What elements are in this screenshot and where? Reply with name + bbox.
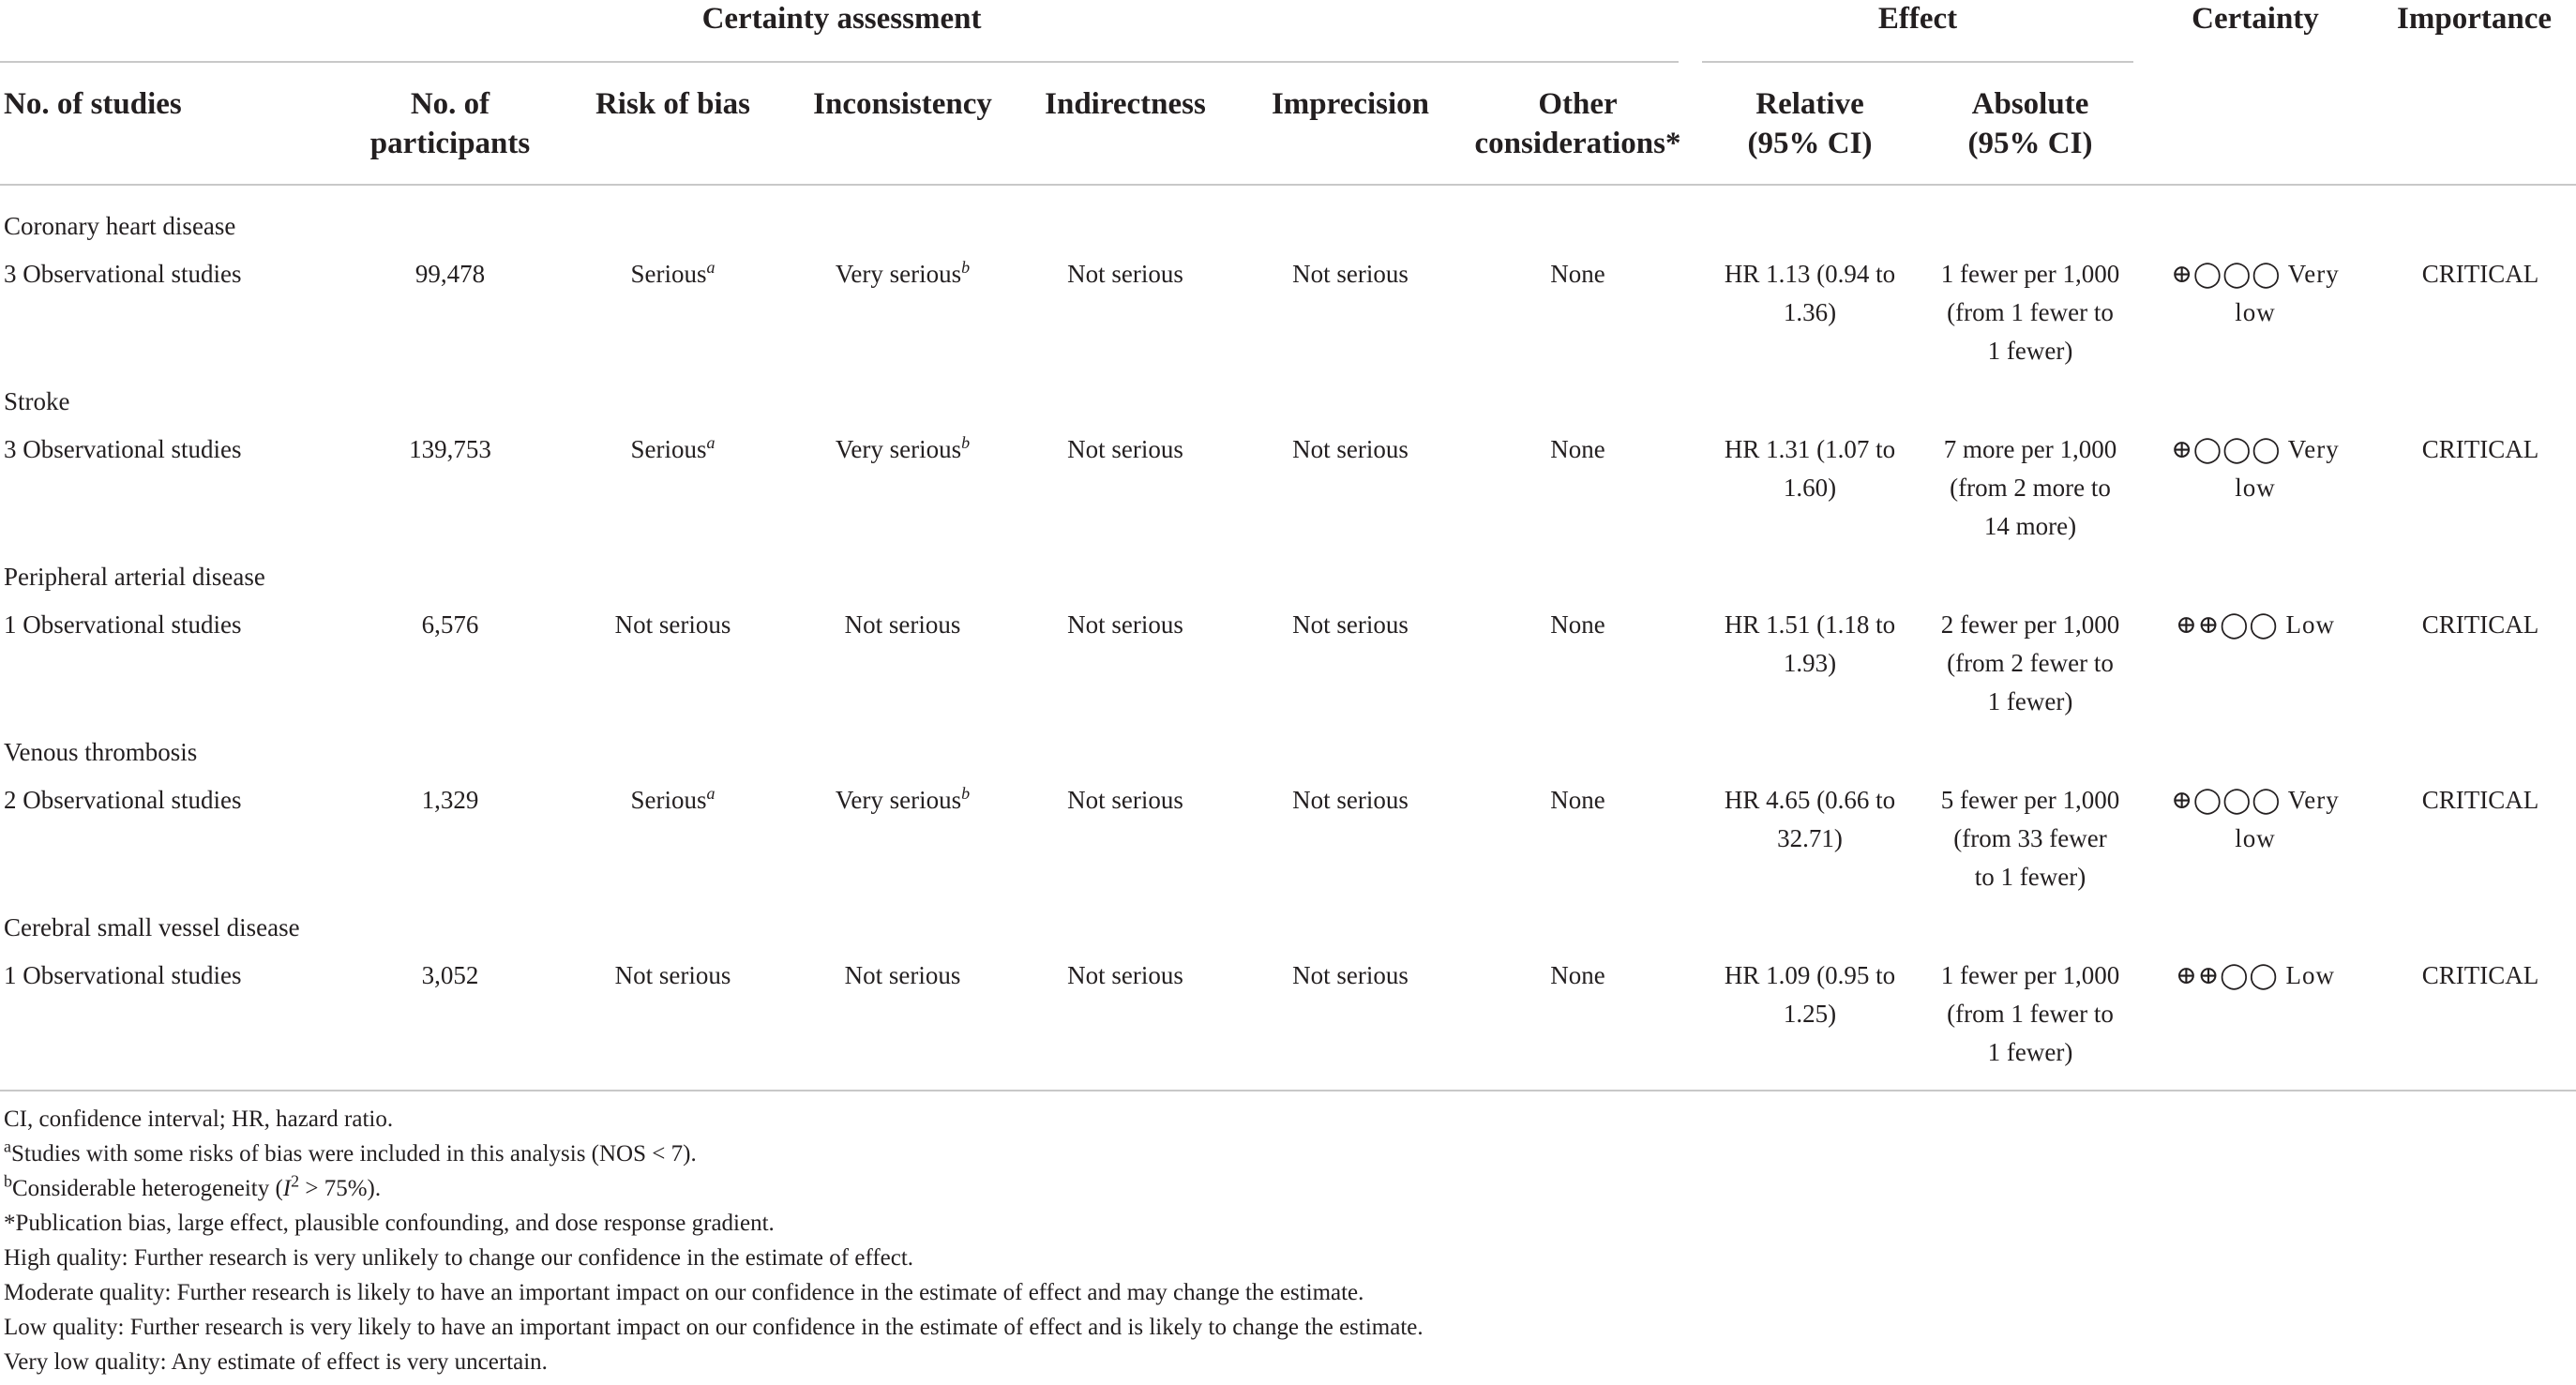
group-header-certainty: Certainty xyxy=(2192,2,2319,36)
participants-cell: 139,753 xyxy=(409,435,491,463)
outcome-label: Venous thrombosis xyxy=(4,738,198,766)
risk-of-bias-cell: Serious$^a$ xyxy=(630,784,716,814)
col-header-indirectness: Indirectness xyxy=(1045,87,1206,121)
absolute-cell: 1 fewer per 1,000 (from 1 fewer to 1 fewer) xyxy=(1940,961,2120,1066)
studies-cell: 3 Observational studies xyxy=(4,260,242,288)
other-cell: None xyxy=(1550,260,1605,288)
footnote-abbreviations: CI, confidence interval; HR, hazard ratio. xyxy=(4,1106,394,1132)
studies-cell: 3 Observational studies xyxy=(4,435,242,463)
inconsistency-cell: Not serious xyxy=(844,961,961,989)
col-header-absolute xyxy=(1922,84,2138,163)
col-header-absolute-line1: Absolute xyxy=(1971,87,2089,121)
relative-cell: HR 1.51 (1.18 to 1.93) xyxy=(1724,610,1896,677)
imprecision-cell: Not serious xyxy=(1292,260,1409,288)
certainty-cell: ⊕◯◯◯ Very low xyxy=(2171,435,2340,502)
imprecision-cell: Not serious xyxy=(1292,610,1409,639)
col-header-other-line1: Other xyxy=(1538,87,1618,121)
studies-cell: 2 Observational studies xyxy=(4,786,242,814)
inconsistency-cell: Not serious xyxy=(844,610,961,639)
participants-cell: 1,329 xyxy=(421,786,479,814)
importance-cell: CRITICAL xyxy=(2421,260,2539,288)
inconsistency-cell: Very serious$^b$ xyxy=(835,433,971,463)
indirectness-cell: Not serious xyxy=(1067,435,1183,463)
col-header-relative-line1: Relative xyxy=(1755,87,1864,121)
certainty-cell: ⊕⊕◯◯ Low xyxy=(2176,961,2335,989)
footnote-moderate-quality: Moderate quality: Further research is likely to have an important impact on our confidence in the estimate of effect and may change the estimate. xyxy=(4,1280,1364,1305)
col-header-risk-of-bias: Risk of bias xyxy=(595,87,751,121)
other-cell: None xyxy=(1550,610,1605,639)
footnote-a: $^a$Studies with some risks of bias were included in this analysis (NOS < 7). xyxy=(4,1137,697,1167)
footnote-high-quality: High quality: Further research is very unlikely to change our confidence in the estimate of effect. xyxy=(4,1245,914,1271)
indirectness-cell: Not serious xyxy=(1067,786,1183,814)
group-rule-certainty-assessment xyxy=(0,61,1679,63)
col-header-relative-line2: (95% CI) xyxy=(1747,127,1873,160)
importance-cell: CRITICAL xyxy=(2421,961,2539,989)
risk-of-bias-cell: Not serious xyxy=(614,610,731,639)
group-header-effect: Effect xyxy=(1877,2,1958,36)
absolute-cell: 5 fewer per 1,000 (from 33 fewer to 1 fewer) xyxy=(1940,786,2120,891)
footnote-low-quality: Low quality: Further research is very likely to have an important impact on our confidence in the estimate of effect and is likely to change the estimate. xyxy=(4,1315,1424,1340)
studies-cell: 1 Observational studies xyxy=(4,610,242,639)
table-bottom-rule xyxy=(0,1090,2576,1091)
col-header-studies: No. of studies xyxy=(4,87,182,121)
col-header-participants-line1: No. of xyxy=(410,87,490,121)
outcome-label: Coronary heart disease xyxy=(4,212,236,240)
other-cell: None xyxy=(1550,961,1605,989)
group-header-certainty-assessment: Certainty assessment xyxy=(701,2,982,36)
imprecision-cell: Not serious xyxy=(1292,961,1409,989)
col-header-other-line2: considerations* xyxy=(1474,127,1681,160)
risk-of-bias-cell: Serious$^a$ xyxy=(630,258,716,288)
col-header-inconsistency: Inconsistency xyxy=(813,87,992,121)
relative-cell: HR 4.65 (0.66 to 32.71) xyxy=(1724,786,1896,852)
header-rule xyxy=(0,184,2576,186)
certainty-cell: ⊕◯◯◯ Very low xyxy=(2171,260,2340,326)
importance-cell: CRITICAL xyxy=(2421,610,2539,639)
inconsistency-cell: Very serious$^b$ xyxy=(835,784,971,814)
other-cell: None xyxy=(1550,435,1605,463)
outcome-label: Cerebral small vessel disease xyxy=(4,913,300,941)
footnote-b: $^b$Considerable heterogeneity $(I^2 > 75\%)$. xyxy=(4,1171,382,1201)
col-header-participants xyxy=(356,84,544,163)
relative-cell: HR 1.13 (0.94 to 1.36) xyxy=(1724,260,1896,326)
risk-of-bias-cell: Not serious xyxy=(614,961,731,989)
col-header-other xyxy=(1463,84,1693,163)
other-cell: None xyxy=(1550,786,1605,814)
outcome-label: Stroke xyxy=(4,387,70,415)
absolute-cell: 7 more per 1,000 (from 2 more to 14 more) xyxy=(1943,435,2117,540)
group-header-importance: Importance xyxy=(2397,2,2552,36)
col-header-relative xyxy=(1702,84,1918,163)
indirectness-cell: Not serious xyxy=(1067,610,1183,639)
studies-cell: 1 Observational studies xyxy=(4,961,242,989)
participants-cell: 3,052 xyxy=(421,961,479,989)
relative-cell: HR 1.09 (0.95 to 1.25) xyxy=(1724,961,1896,1028)
col-header-absolute-line2: (95% CI) xyxy=(1967,127,2093,160)
importance-cell: CRITICAL xyxy=(2421,786,2539,814)
indirectness-cell: Not serious xyxy=(1067,961,1183,989)
imprecision-cell: Not serious xyxy=(1292,435,1409,463)
absolute-cell: 2 fewer per 1,000 (from 2 fewer to 1 fewer) xyxy=(1940,610,2120,715)
col-header-participants-line2: participants xyxy=(369,127,531,160)
participants-cell: 99,478 xyxy=(414,260,486,288)
group-rule-effect xyxy=(1702,61,2133,63)
outcome-label: Peripheral arterial disease xyxy=(4,563,265,591)
col-header-imprecision: Imprecision xyxy=(1271,87,1430,121)
indirectness-cell: Not serious xyxy=(1067,260,1183,288)
imprecision-cell: Not serious xyxy=(1292,786,1409,814)
inconsistency-cell: Very serious$^b$ xyxy=(835,258,971,288)
footnote-star: *Publication bias, large effect, plausible confounding, and dose response gradient. xyxy=(4,1211,775,1236)
certainty-cell: ⊕⊕◯◯ Low xyxy=(2176,610,2335,639)
footnote-very-low-quality: Very low quality: Any estimate of effect is very uncertain. xyxy=(4,1349,548,1375)
participants-cell: 6,576 xyxy=(421,610,479,639)
relative-cell: HR 1.31 (1.07 to 1.60) xyxy=(1724,435,1896,502)
risk-of-bias-cell: Serious$^a$ xyxy=(630,433,716,463)
certainty-cell: ⊕◯◯◯ Very low xyxy=(2171,786,2340,852)
importance-cell: CRITICAL xyxy=(2421,435,2539,463)
absolute-cell: 1 fewer per 1,000 (from 1 fewer to 1 fewer) xyxy=(1940,260,2120,365)
